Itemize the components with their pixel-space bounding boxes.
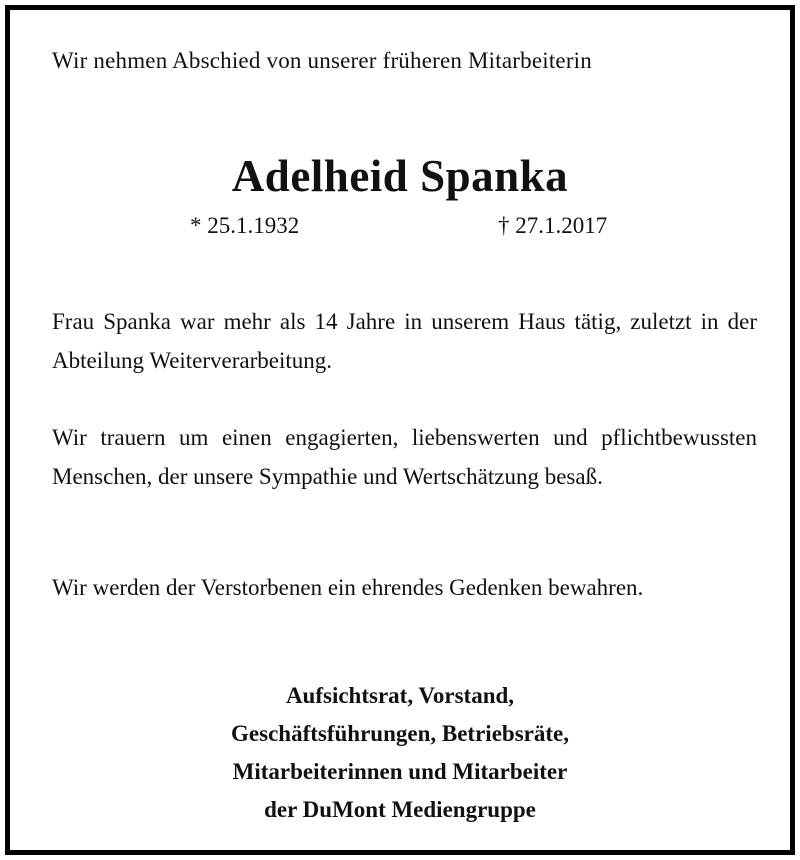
intro-text: Wir nehmen Abschied von unserer früheren Mitarbeiterin bbox=[52, 48, 592, 73]
signature-line: Mitarbeiterinnen und Mitarbeiter bbox=[232, 759, 568, 784]
birth-date: * 25.1.1932 bbox=[190, 213, 300, 238]
paragraph-mourning: Wir trauern um einen engagierten, liebenswerten und pflichtbewussten Menschen, der unsere Sympathie und Wertschätzung besaß. bbox=[52, 425, 757, 489]
paragraph-employment: Frau Spanka war mehr als 14 Jahre in unserem Haus tätig, zuletzt in der Abteilung Weiterverarbeitung. bbox=[52, 309, 757, 373]
signature-line: der DuMont Mediengruppe bbox=[264, 797, 536, 822]
death-date: † 27.1.2017 bbox=[498, 213, 608, 238]
deceased-name: Adelheid Spanka bbox=[231, 151, 569, 201]
obituary-notice bbox=[5, 5, 795, 855]
paragraph-remembrance: Wir werden der Verstorbenen ein ehrendes Gedenken bewahren. bbox=[52, 575, 644, 600]
signature-line: Geschäftsführungen, Betriebsräte, bbox=[231, 721, 569, 746]
signature-line: Aufsichtsrat, Vorstand, bbox=[285, 683, 515, 708]
signature-block bbox=[10, 677, 790, 829]
